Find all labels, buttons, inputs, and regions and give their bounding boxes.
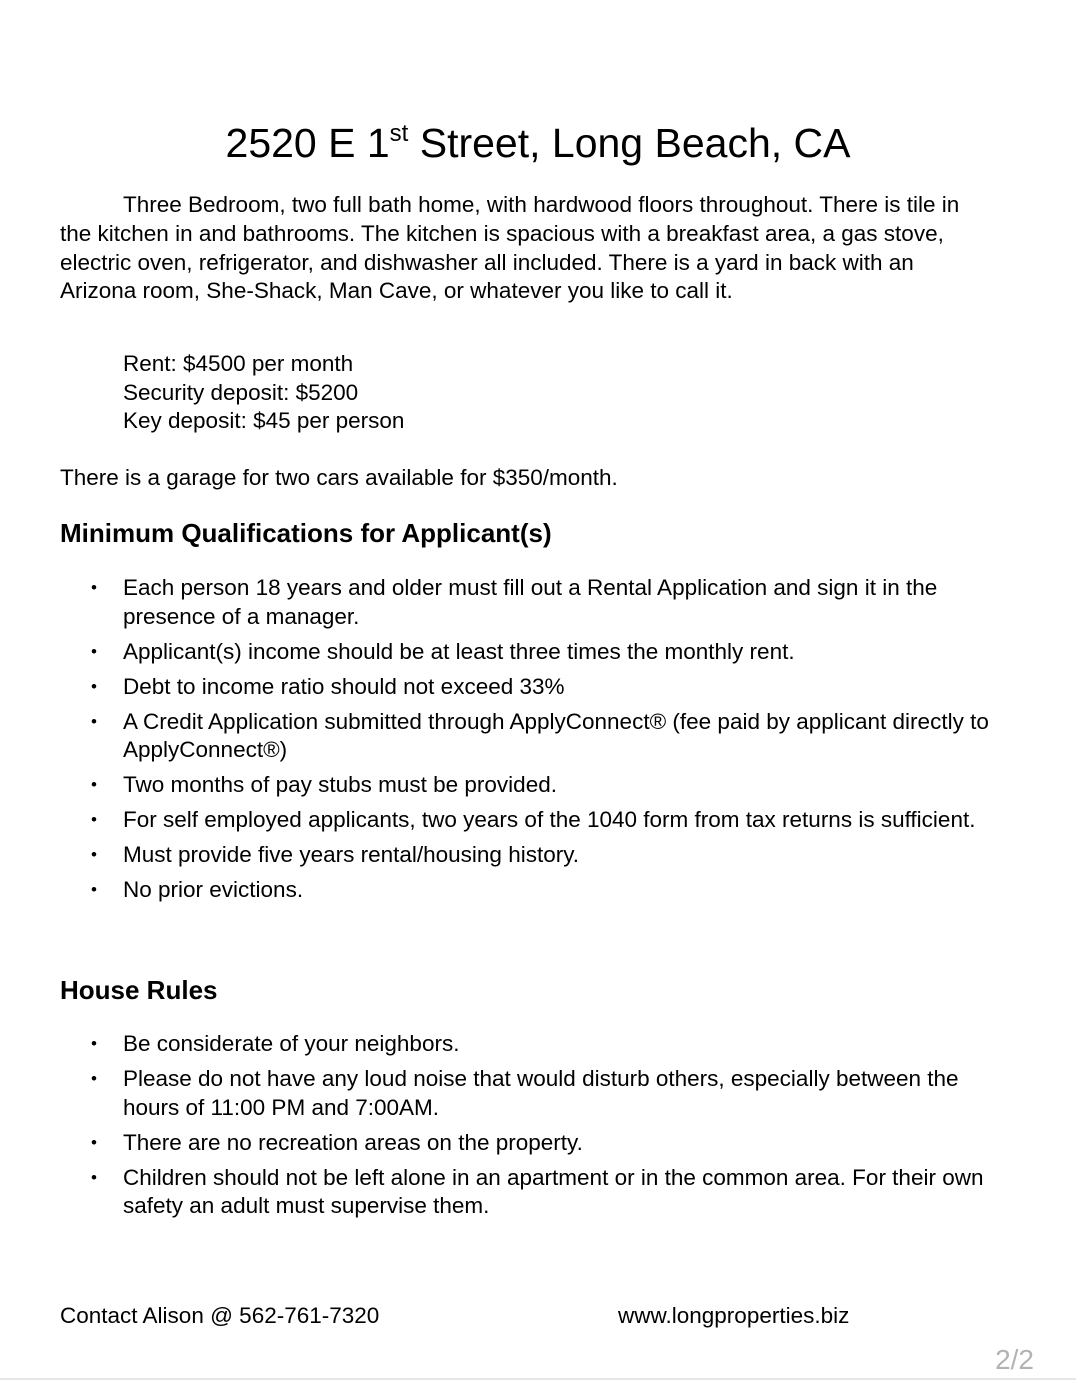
bullet-icon: • xyxy=(91,810,97,829)
qualifications-list xyxy=(0,574,1076,911)
list-item-text: Children should not be left alone in an apartment or in the common area. For their own safety an adult must supervise them. xyxy=(123,1164,984,1218)
website-text: www.longproperties.biz xyxy=(618,1303,850,1328)
list-item-text: There are no recreation areas on the property. xyxy=(123,1129,583,1155)
list-item-text: Applicant(s) income should be at least three times the monthly rent. xyxy=(123,638,795,664)
list-item xyxy=(0,841,1003,870)
list-item-text: Please do not have any loud noise that would disturb others, especially between the hours of 11:00 PM and 7:00AM. xyxy=(123,1066,959,1120)
fee-security-deposit: Security deposit: $5200 xyxy=(123,379,359,405)
list-item xyxy=(0,876,1003,905)
list-item-text: Be considerate of your neighbors. xyxy=(123,1031,460,1056)
fee-key-deposit: Key deposit: $45 per person xyxy=(123,408,405,433)
garage-note: There is a garage for two cars available for $350/month. xyxy=(60,465,618,490)
list-item xyxy=(0,673,1003,702)
bullet-icon: • xyxy=(91,1034,97,1053)
list-item xyxy=(0,1164,1003,1221)
list-item xyxy=(0,806,1003,835)
page-title xyxy=(0,118,1076,168)
title-address: 2520 E 1 xyxy=(225,120,390,166)
house-rules-heading: House Rules xyxy=(60,975,218,1005)
bullet-icon: • xyxy=(91,880,97,899)
list-item xyxy=(0,638,1003,667)
fee-list xyxy=(123,350,404,436)
bullet-icon: • xyxy=(91,1069,97,1088)
bullet-icon: • xyxy=(91,845,97,864)
bullet-icon: • xyxy=(91,641,97,661)
list-item xyxy=(0,1065,1003,1122)
bullet-icon: • xyxy=(91,676,97,696)
title-ordinal-suffix: st xyxy=(389,120,409,147)
bullet-icon: • xyxy=(91,1132,97,1152)
bullet-icon: • xyxy=(91,711,97,731)
contact-info: Contact Alison @ 562-761-7320 xyxy=(60,1303,380,1328)
property-description-text: Three Bedroom, two full bath home, with hardwood floors throughout. There is tile in the kitchen in and bathrooms. The kitchen is spacious with a breakfast area, a gas stove, electric oven, refrigerator, and dishwasher all included. There is a yard in back with an Arizona room, She-Shack, Man Cave, or whatever you like to call it. xyxy=(60,192,960,304)
fee-rent: Rent: $4500 per month xyxy=(123,351,354,376)
bullet-icon: • xyxy=(91,578,97,597)
list-item-text: Debt to income ratio should not exceed 33% xyxy=(123,673,565,699)
bullet-icon: • xyxy=(91,775,97,794)
list-item-text: Two months of pay stubs must be provided. xyxy=(123,772,557,797)
list-item xyxy=(0,771,1003,800)
list-item-text: For self employed applicants, two years of the 1040 form from tax returns is sufficient. xyxy=(123,807,976,832)
page-indicator: 2/2 xyxy=(995,1344,1034,1375)
list-item-text: A Credit Application submitted through ApplyConnect® (fee paid by applicant directly to ApplyConnect®) xyxy=(123,708,989,762)
list-item xyxy=(0,708,1003,765)
list-item-text: No prior evictions. xyxy=(123,877,304,902)
house-rules-list xyxy=(0,1030,1076,1227)
list-item xyxy=(0,1030,1003,1059)
bullet-icon: • xyxy=(91,1167,97,1187)
list-item-text: Each person 18 years and older must fill out a Rental Application and sign it in the presence of a manager. xyxy=(123,575,938,629)
qualifications-heading: Minimum Qualifications for Applicant(s) xyxy=(60,518,552,548)
list-item xyxy=(0,1129,1003,1158)
list-item-text: Must provide five years rental/housing history. xyxy=(123,842,580,867)
list-item xyxy=(0,574,1003,631)
title-street-city: Street, Long Beach, CA xyxy=(408,120,851,166)
property-description xyxy=(60,191,990,306)
